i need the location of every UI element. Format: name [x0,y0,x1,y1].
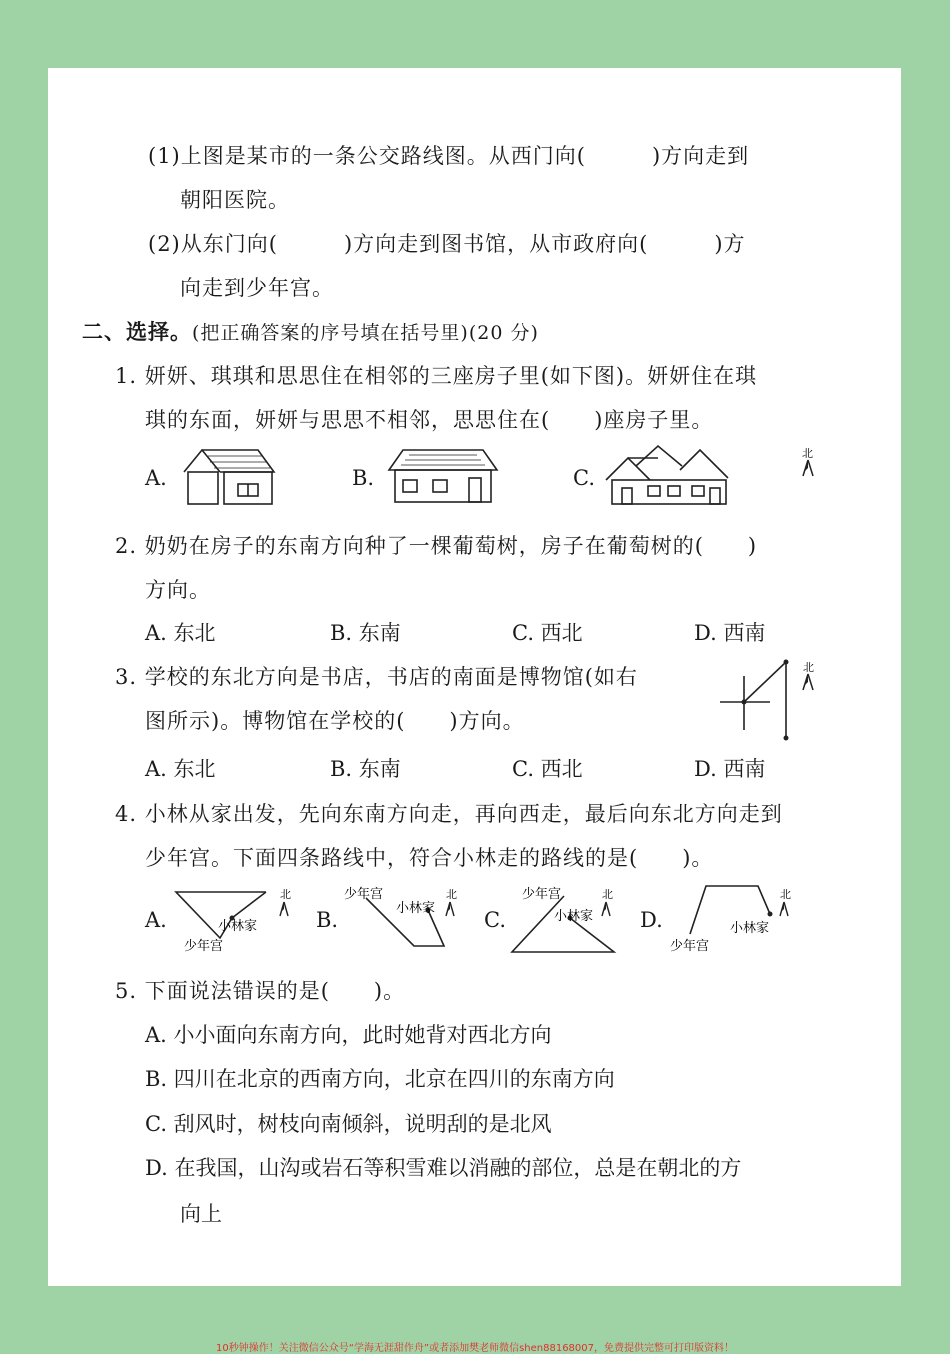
q2-option-c: C. 西北 [512,621,583,645]
q4-option-b: B. [316,908,339,932]
house-b-icon [385,446,501,504]
section2-title-text: 二、选择。 [82,319,192,344]
part1-q1-line2: 朝阳医院。 [180,188,290,212]
q4a-palace-label: 少年宫 [184,939,224,954]
q2-option-a: A. 东北 [145,621,216,645]
q5-line1: 5. 下面说法错误的是( )。 [115,979,406,1003]
q3-north-label: 北 [803,661,814,674]
q4d-north-label: 北 [780,888,791,901]
q4-option-c: C. [484,908,506,932]
q4-line1: 4. 小林从家出发，先向东南方向走，再向西走，最后向东北方向走到 [115,802,783,826]
part1-q2-line1: (2)从东门向( )方向走到图书馆，从市政府向( )方 [148,232,746,256]
q4b-palace-label: 少年宫 [344,887,384,902]
q3-option-c: C. 西北 [512,757,583,781]
q1-line2: 琪的东面，妍妍与思思不相邻，思思住在( )座房子里。 [145,408,714,432]
q4a-north-label: 北 [280,888,291,901]
q3-option-d: D. 西南 [694,757,766,781]
q5-option-a: A. 小小面向东南方向，此时她背对西北方向 [145,1023,552,1047]
q4b-home-label: 小林家 [396,901,436,916]
q4d-home-label: 小林家 [730,921,770,936]
section2-title [82,316,539,346]
q4-route-c [506,882,636,956]
north-label: 北 [802,447,813,460]
section2-note: (把正确答案的序号填在括号里)(20 分) [192,322,539,344]
q5-option-d-cont: 向上 [180,1202,222,1226]
footer-notice: 10秒钟操作！关注微信公众号“学海无涯甜作舟”或者添加樊老师微信shen88168007，免费提供完整可打印版资料！ [215,1343,735,1354]
q5-option-b: B. 四川在北京的西南方向，北京在四川的东南方向 [145,1067,615,1091]
q5-option-d: D. 在我国，山沟或岩石等积雪难以消融的部位，总是在朝北的方 [145,1156,742,1180]
q4a-home-label: 小林家 [218,919,258,934]
q1-option-c: C. [573,466,595,490]
part1-q2-line2: 向走到少年宫。 [180,276,334,300]
q4-route-d [664,882,804,958]
q3-option-b: B. 东南 [330,757,401,781]
q4c-home-label: 小林家 [554,909,594,924]
q3-map-figure [716,654,826,746]
q4-route-a [170,882,300,956]
q4-option-a: A. [145,908,167,932]
q3-option-a: A. 东北 [145,757,216,781]
q2-line2: 方向。 [145,578,211,602]
q1-option-a: A. [145,466,167,490]
part1-q1-line1: (1)上图是某市的一条公交路线图。从西门向( )方向走到 [148,144,750,168]
house-c-icon [602,444,732,508]
q1-line1: 1. 妍妍、琪琪和思思住在相邻的三座房子里(如下图)。妍妍住在琪 [115,364,758,388]
q4d-palace-label: 少年宫 [670,939,710,954]
q4c-north-label: 北 [602,888,613,901]
q4-line2: 少年宫。下面四条路线中，符合小林走的路线的是( )。 [145,846,714,870]
q3-line1: 3. 学校的东北方向是书店，书店的南面是博物馆(如右 [115,665,638,689]
q2-option-b: B. 东南 [330,621,401,645]
q2-line1: 2. 奶奶在房子的东南方向种了一棵葡萄树，房子在葡萄树的( ) [115,534,758,558]
q4-route-b [340,882,470,956]
q4b-north-label: 北 [446,888,457,901]
q1-option-b: B. [352,466,375,490]
house-a-icon [174,444,280,508]
q4c-palace-label: 少年宫 [522,887,562,902]
q5-option-c: C. 刮风时，树枝向南倾斜，说明刮的是北风 [145,1112,552,1136]
q2-option-d: D. 西南 [694,621,766,645]
north-arrow-icon [798,446,818,480]
q3-line2: 图所示)。博物馆在学校的( )方向。 [145,709,525,733]
q4-option-d: D. [640,908,663,932]
